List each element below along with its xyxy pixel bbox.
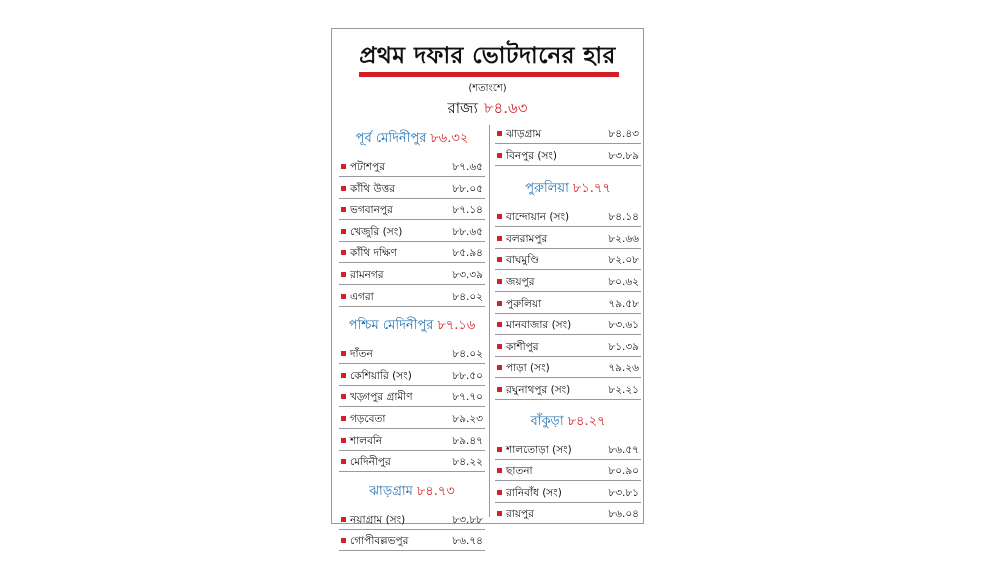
- constituency-row: [339, 265, 485, 285]
- district-turnout: ৮৪.৭৩: [416, 483, 455, 499]
- bullet-square-icon: [341, 438, 346, 443]
- constituency-row: [339, 200, 485, 220]
- constituency-turnout: ৮৩.৬১: [608, 319, 639, 332]
- constituency-turnout: ৮৪.০২: [452, 348, 483, 361]
- constituency-name: শালতোড়া (সং): [506, 443, 572, 456]
- constituency-turnout: ৮৭.৭০: [452, 391, 483, 404]
- district-heading: [495, 179, 641, 200]
- bullet-square-icon: [497, 131, 502, 136]
- subtitle: (শতাংশে): [468, 83, 507, 94]
- constituency-row: [495, 504, 641, 524]
- constituency-name: পুরুলিয়া: [506, 297, 542, 310]
- bullet-square-icon: [341, 294, 346, 299]
- bullet-square-icon: [497, 387, 502, 392]
- district-name: পুরুলিয়া: [525, 181, 569, 197]
- constituency-row: [495, 440, 641, 460]
- bullet-square-icon: [497, 490, 502, 495]
- bullet-square-icon: [497, 511, 502, 516]
- constituency-row: [339, 409, 485, 429]
- bullet-square-icon: [497, 344, 502, 349]
- constituency-turnout: ৮৩.৩৯: [452, 269, 483, 281]
- district-turnout: ৮১.৭৭: [572, 181, 611, 197]
- state-value: ৮৪.৬৩: [483, 99, 528, 117]
- state-turnout: [332, 97, 643, 122]
- constituency-turnout: ৮৪.২২: [452, 456, 483, 469]
- constituency-row: [495, 461, 641, 481]
- bullet-square-icon: [341, 207, 346, 212]
- bullet-square-icon: [497, 468, 502, 473]
- bullet-square-icon: [341, 164, 346, 169]
- page-title: প্রথম দফার ভোটদানের হার: [359, 42, 616, 69]
- constituency-turnout: ৭৯.৫৮: [608, 297, 639, 310]
- constituency-name: রঘুনাথপুর (সং): [506, 384, 571, 396]
- district-turnout: ৮৪.২৭: [567, 413, 606, 429]
- district-name: পূর্ব মেদিনীপুর: [355, 131, 427, 146]
- constituency-turnout: ৮৬.০৪: [608, 508, 639, 521]
- constituency-row: [495, 337, 641, 357]
- constituency-name: খড়্গপুর গ্রামীণ: [350, 391, 413, 404]
- constituency-name: রামনগর: [350, 269, 384, 281]
- bullet-square-icon: [497, 322, 502, 327]
- bullet-square-icon: [497, 236, 502, 241]
- constituency-row: [339, 452, 485, 472]
- constituency-name: গড়বেতা: [350, 413, 386, 425]
- constituency-name: রায়পুর: [506, 508, 534, 521]
- constituency-row: [495, 380, 641, 400]
- bullet-square-icon: [497, 257, 502, 262]
- constituency-row: [495, 207, 641, 227]
- turnout-card: [331, 28, 644, 548]
- bullet-square-icon: [341, 394, 346, 399]
- constituency-turnout: ৮৯.৪৭: [452, 434, 483, 447]
- district-turnout: ৮৬.৩২: [430, 131, 469, 146]
- constituency-row: [495, 229, 641, 249]
- district-heading: [339, 129, 485, 150]
- constituency-name: মেদিনীপুর: [350, 456, 391, 469]
- constituency-turnout: ৮৩.৮১: [608, 486, 639, 499]
- bullet-square-icon: [497, 279, 502, 284]
- constituency-row: [495, 315, 641, 335]
- constituency-turnout: ৮২.০৮: [608, 254, 639, 267]
- constituency-turnout: ৮৪.০২: [452, 290, 483, 303]
- constituency-turnout: ৮৬.৫৭: [608, 443, 639, 456]
- constituency-name: নয়াগ্রাম (সং): [350, 513, 406, 526]
- district-name: বাঁকুড়া: [530, 413, 564, 429]
- constituency-name: বান্দোয়ান (সং): [506, 211, 570, 224]
- constituency-turnout: ৮৭.১৪: [452, 204, 483, 217]
- constituency-name: খেজুরি (সং): [350, 225, 403, 238]
- constituency-turnout: ৮৩.৮৮: [452, 513, 483, 526]
- constituency-turnout: ৮৮.০৫: [452, 182, 483, 195]
- state-label: রাজ্য: [447, 99, 478, 117]
- constituency-name: গোপীবল্লভপুর: [350, 535, 409, 548]
- district-heading: [339, 482, 485, 503]
- constituency-row: [495, 294, 641, 314]
- constituency-name: ঝাড়গ্রাম: [506, 128, 542, 140]
- constituency-row: [339, 431, 485, 451]
- bullet-square-icon: [341, 186, 346, 191]
- bullet-square-icon: [341, 272, 346, 277]
- constituency-row: [339, 531, 485, 551]
- constituency-row: [339, 344, 485, 364]
- constituency-turnout: ৮০.৯০: [608, 465, 639, 478]
- constituency-row: [495, 358, 641, 378]
- constituency-row: [339, 366, 485, 386]
- constituency-turnout: ৮৭.৬৫: [452, 161, 483, 173]
- title-underline: [359, 72, 619, 77]
- bullet-square-icon: [497, 214, 502, 219]
- constituency-name: মানবাজার (সং): [506, 319, 572, 332]
- constituency-turnout: ৮৬.৭৪: [452, 535, 483, 548]
- constituency-name: ছাতনা: [506, 465, 533, 478]
- bullet-square-icon: [341, 459, 346, 464]
- constituency-row: [339, 243, 485, 263]
- constituency-row: [339, 157, 485, 177]
- constituency-turnout: ৮৫.৯৪: [452, 247, 483, 260]
- constituency-row: [495, 272, 641, 292]
- constituency-turnout: ৮৯.২৩: [452, 413, 483, 425]
- bullet-square-icon: [497, 447, 502, 452]
- constituency-turnout: ৮৮.৫০: [452, 369, 483, 382]
- constituency-name: কাঁথি দক্ষিণ: [350, 247, 397, 260]
- constituency-turnout: ৮৪.১৪: [608, 211, 639, 224]
- constituency-name: ভগবানপুর: [350, 204, 393, 217]
- district-heading: [495, 412, 641, 433]
- district-name: ঝাড়গ্রাম: [369, 483, 413, 499]
- bullet-square-icon: [341, 229, 346, 234]
- constituency-row: [495, 250, 641, 270]
- constituency-row: [495, 124, 641, 144]
- column-divider: [489, 125, 490, 517]
- constituency-turnout: ৮৩.৮৯: [608, 149, 639, 162]
- district-name: পশ্চিম মেদিনীপুর: [348, 318, 434, 334]
- bullet-square-icon: [497, 365, 502, 370]
- district-turnout: ৮৭.১৬: [437, 318, 476, 334]
- constituency-row: [339, 287, 485, 307]
- bullet-square-icon: [341, 538, 346, 543]
- constituency-name: দাঁতন: [350, 348, 373, 361]
- bullet-square-icon: [341, 517, 346, 522]
- constituency-turnout: ৮৪.৪৩: [608, 128, 639, 140]
- constituency-turnout: ৭৯.২৬: [608, 362, 639, 375]
- bullet-square-icon: [341, 250, 346, 255]
- constituency-name: শালবনি: [350, 434, 383, 447]
- constituency-name: বিনপুর (সং): [506, 149, 558, 162]
- constituency-name: পাড়া (সং): [506, 362, 550, 375]
- constituency-row: [339, 387, 485, 407]
- constituency-name: বলরামপুর: [506, 232, 548, 245]
- constituency-name: পটাশপুর: [350, 161, 386, 173]
- bullet-square-icon: [341, 416, 346, 421]
- bullet-square-icon: [497, 153, 502, 158]
- constituency-name: বাঘমুণ্ডি: [506, 254, 540, 267]
- constituency-turnout: ৮৮.৬৫: [452, 225, 483, 238]
- constituency-name: কাশীপুর: [506, 340, 539, 353]
- constituency-turnout: ৮২.২১: [608, 384, 639, 396]
- constituency-turnout: ৮২.৬৬: [608, 232, 639, 245]
- constituency-name: রানিবাঁধ (সং): [506, 486, 562, 499]
- district-heading: [339, 316, 485, 337]
- bullet-square-icon: [341, 373, 346, 378]
- constituency-row: [339, 179, 485, 199]
- bullet-square-icon: [341, 351, 346, 356]
- constituency-row: [495, 146, 641, 166]
- constituency-turnout: ৮০.৬২: [608, 276, 639, 288]
- constituency-row: [339, 510, 485, 530]
- constituency-name: কাঁথি উত্তর: [350, 182, 395, 195]
- constituency-name: জয়পুর: [506, 276, 535, 288]
- constituency-turnout: ৮১.৩৯: [608, 340, 639, 353]
- bullet-square-icon: [497, 301, 502, 306]
- constituency-name: কেশিয়ারি (সং): [350, 369, 412, 382]
- constituency-row: [339, 222, 485, 242]
- constituency-row: [495, 483, 641, 503]
- constituency-name: এগরা: [350, 290, 374, 303]
